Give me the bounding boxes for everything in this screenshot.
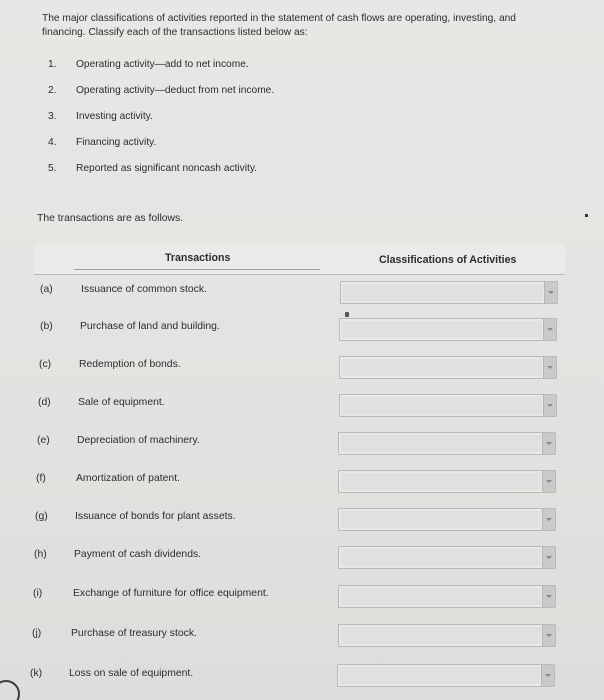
- select-value: [342, 359, 542, 376]
- transaction-description: Payment of cash dividends.: [74, 549, 202, 560]
- row-letter: (d): [38, 397, 51, 408]
- transaction-description: Redemption of bonds.: [79, 359, 181, 370]
- chevron-down-icon[interactable]: [544, 282, 557, 303]
- classification-select[interactable]: [338, 508, 556, 531]
- select-value: [341, 549, 541, 566]
- select-value: [342, 321, 542, 338]
- chevron-down-icon[interactable]: [542, 625, 555, 646]
- select-value: [341, 511, 541, 528]
- transaction-description: Amortization of patent.: [76, 473, 180, 484]
- select-value: [341, 473, 541, 490]
- row-letter: (k): [30, 668, 43, 679]
- transactions-intro: The transactions are as follows.: [37, 213, 184, 224]
- classification-select[interactable]: [337, 664, 555, 687]
- classification-number: 5.: [48, 163, 57, 174]
- transaction-description: Purchase of land and building.: [80, 321, 220, 332]
- classification-label: Operating activity—add to net income.: [76, 59, 249, 70]
- classification-select[interactable]: [339, 394, 557, 417]
- classification-select[interactable]: [338, 585, 556, 608]
- select-value: [343, 284, 543, 301]
- classification-item: [40, 134, 274, 160]
- mouse-cursor-icon: [345, 312, 349, 317]
- transaction-description: Exchange of furniture for office equipment.: [73, 588, 269, 599]
- chevron-down-icon[interactable]: [543, 319, 556, 340]
- classification-item: [40, 108, 274, 134]
- transaction-description: Depreciation of machinery.: [77, 435, 200, 446]
- instructions-line-2: financing. Classify each of the transactions listed below as:: [42, 26, 308, 38]
- chevron-down-icon[interactable]: [543, 395, 556, 416]
- row-letter: (c): [39, 359, 52, 370]
- classification-item: [40, 56, 274, 82]
- transaction-description: Loss on sale of equipment.: [69, 668, 194, 679]
- classification-list: [40, 56, 274, 186]
- row-letter: (g): [35, 511, 48, 522]
- classification-number: 2.: [48, 85, 57, 96]
- chevron-down-icon[interactable]: [542, 433, 555, 454]
- classification-number: 4.: [48, 137, 57, 148]
- chevron-down-icon[interactable]: [542, 586, 555, 607]
- classification-label: Investing activity.: [76, 111, 153, 122]
- chevron-down-icon[interactable]: [541, 665, 554, 686]
- instructions-line-1: The major classifications of activities reported in the statement of cash flows are operating, investing, and: [42, 13, 516, 24]
- column-header-transactions: Transactions: [165, 252, 231, 264]
- classification-select[interactable]: [338, 470, 556, 493]
- transaction-description: Issuance of bonds for plant assets.: [75, 511, 236, 522]
- transaction-description: Sale of equipment.: [78, 397, 165, 408]
- row-letter: (h): [34, 549, 47, 560]
- chevron-down-icon[interactable]: [543, 357, 556, 378]
- header-underline: [74, 269, 320, 270]
- classification-select[interactable]: [338, 624, 556, 647]
- classification-item: [40, 160, 274, 186]
- classification-select[interactable]: [340, 281, 558, 304]
- row-letter: (i): [33, 588, 43, 599]
- instructions-text: [42, 12, 572, 39]
- chevron-down-icon[interactable]: [542, 547, 555, 568]
- chevron-down-icon[interactable]: [542, 471, 555, 492]
- row-letter: (a): [40, 284, 53, 295]
- help-circle-icon[interactable]: [0, 680, 20, 700]
- select-value: [341, 627, 541, 644]
- classification-select[interactable]: [338, 546, 556, 569]
- chevron-down-icon[interactable]: [542, 509, 555, 530]
- transaction-description: Issuance of common stock.: [81, 284, 207, 295]
- transaction-description: Purchase of treasury stock.: [71, 628, 197, 639]
- page-mark: [585, 214, 588, 217]
- row-letter: (j): [32, 628, 42, 639]
- classification-number: 1.: [48, 59, 57, 70]
- select-value: [340, 667, 540, 684]
- row-letter: (e): [37, 435, 50, 446]
- classification-label: Operating activity—deduct from net income.: [76, 85, 275, 96]
- classification-select[interactable]: [338, 432, 556, 455]
- select-value: [342, 397, 542, 414]
- classification-select[interactable]: [339, 356, 557, 379]
- classification-item: [40, 82, 274, 108]
- row-letter: (b): [40, 321, 53, 332]
- column-header-classifications: Classifications of Activities: [379, 254, 517, 266]
- select-value: [341, 588, 541, 605]
- row-letter: (f): [36, 473, 46, 484]
- classification-label: Reported as significant noncash activity.: [76, 163, 258, 174]
- classification-select[interactable]: [339, 318, 557, 341]
- classification-number: 3.: [48, 111, 57, 122]
- classification-label: Financing activity.: [76, 137, 157, 148]
- select-value: [341, 435, 541, 452]
